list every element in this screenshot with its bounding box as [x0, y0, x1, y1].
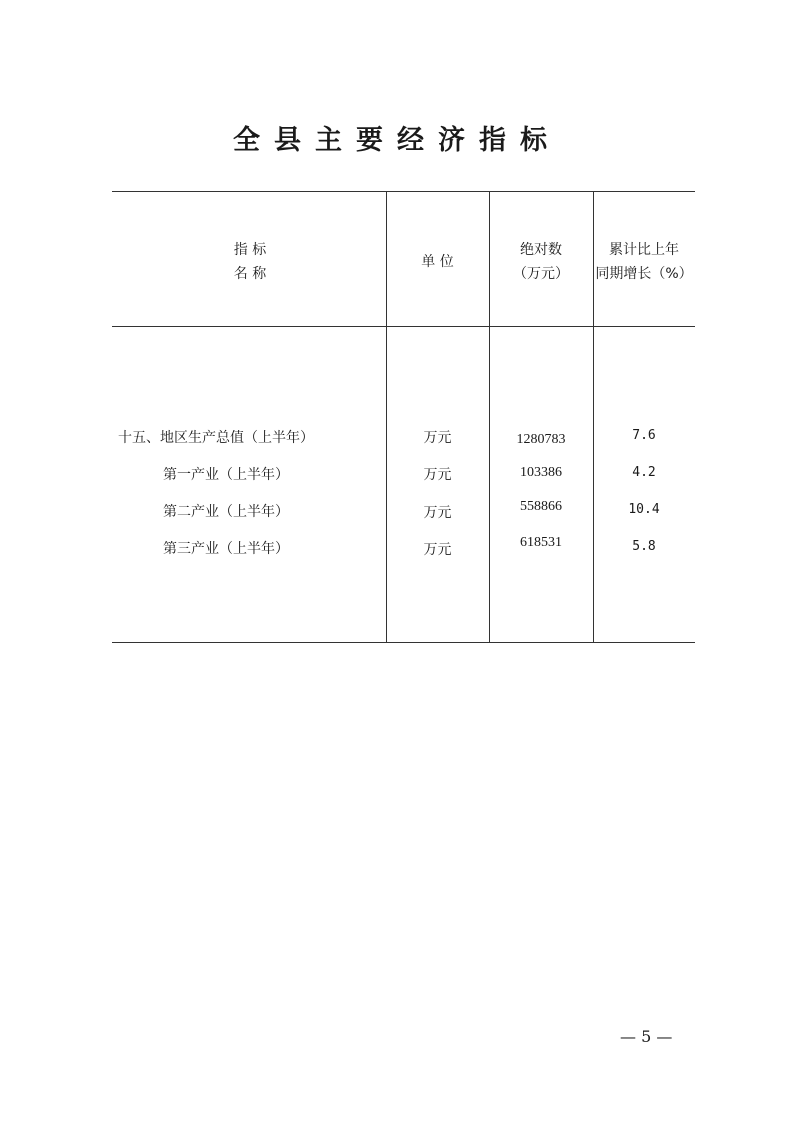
table-top-rule [112, 191, 695, 192]
header-value-line-1: 绝对数 [520, 242, 562, 258]
row-2-name: 第一产业（上半年） [163, 467, 289, 483]
row-3-name: 第二产业（上半年） [163, 504, 289, 520]
row-1-name: 十五、地区生产总值（上半年） [118, 430, 314, 446]
table-header-rule [112, 326, 695, 327]
header-name-line-1: 指 标 [233, 242, 267, 258]
row-2-growth: 4.2 [632, 465, 656, 480]
header-unit-line-1: 单 位 [421, 254, 454, 270]
header-name [200, 238, 300, 286]
row-1-growth: 7.6 [632, 428, 656, 443]
row-2-unit: 万元 [423, 467, 452, 483]
page-title: 全县主要经济指标 [233, 125, 561, 156]
table-bottom-rule [112, 642, 695, 643]
header-unit [386, 250, 489, 274]
row-1-unit: 万元 [423, 430, 452, 446]
row-3-growth: 10.4 [628, 502, 660, 517]
header-growth [593, 238, 695, 286]
row-4-unit: 万元 [423, 542, 452, 558]
row-3-unit: 万元 [423, 505, 452, 521]
row-4-name: 第三产业（上半年） [163, 541, 289, 557]
header-value-line-2: （万元） [513, 266, 569, 282]
row-3-value: 558866 [520, 499, 562, 514]
row-4-growth: 5.8 [632, 539, 656, 554]
header-growth-line-1: 累计比上年 [609, 242, 679, 258]
header-name-line-2: 名 称 [233, 266, 267, 282]
row-2-value: 103386 [520, 465, 562, 480]
header-value [489, 238, 593, 286]
row-4-value: 618531 [520, 535, 562, 550]
header-growth-line-2: 同期增长（%） [595, 266, 693, 282]
page-number: — 5 — [620, 1027, 673, 1046]
row-1-value: 1280783 [516, 432, 566, 447]
